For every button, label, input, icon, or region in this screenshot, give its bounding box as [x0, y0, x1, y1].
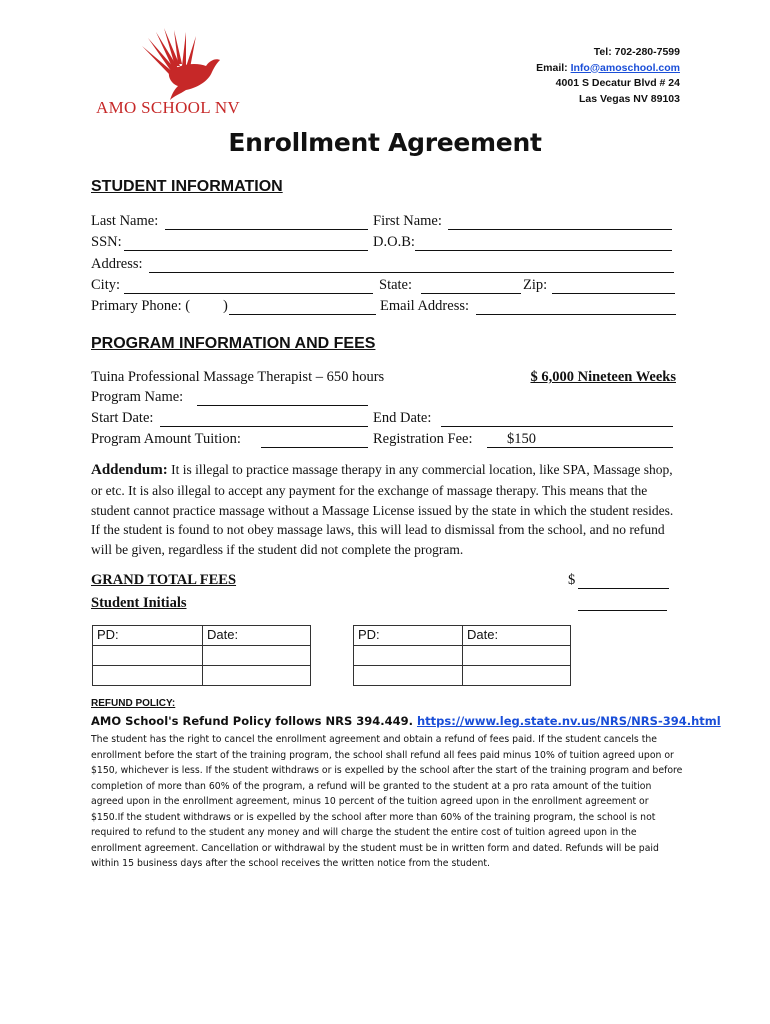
dob-label: D.O.B: — [373, 234, 415, 250]
contact-email-link[interactable]: Info@amoschool.com — [570, 61, 680, 74]
start-date-field[interactable] — [160, 426, 368, 427]
ssn-row — [91, 234, 676, 254]
course-row — [91, 369, 676, 389]
ssn-label: SSN: — [91, 234, 122, 250]
tuition-label: Program Amount Tuition: — [91, 431, 241, 447]
zip-field[interactable] — [552, 293, 675, 294]
email-address-label: Email Address: — [380, 298, 470, 314]
contact-email-row — [536, 61, 680, 77]
phone-field[interactable] — [229, 314, 376, 315]
registration-fee-label: Registration Fee: — [373, 431, 473, 447]
nrs-link[interactable]: https://www.leg.state.nv.us/NRS/NRS-394.html — [417, 714, 721, 728]
refund-policy-subtext: AMO School's Refund Policy follows NRS 394.449. — [91, 714, 417, 728]
state-label: State: — [379, 277, 413, 293]
signature-table-right — [353, 625, 571, 686]
name-row — [91, 213, 676, 233]
contact-address-1: 4001 S Decatur Blvd # 24 — [555, 77, 680, 89]
course-name: Tuina Professional Massage Therapist – 650 hours — [91, 369, 385, 385]
signature-table-left — [92, 625, 311, 686]
date-header: Date: — [463, 626, 571, 646]
dates-row — [91, 410, 676, 430]
program-name-field[interactable] — [197, 405, 368, 406]
pd-cell[interactable] — [354, 646, 463, 666]
school-logo — [94, 24, 264, 124]
address-field[interactable] — [149, 272, 674, 273]
refund-policy-subheading — [91, 714, 721, 728]
date-cell[interactable] — [463, 666, 571, 686]
contact-email-label: Email: — [536, 61, 568, 74]
refund-policy-heading: REFUND POLICY: — [91, 698, 176, 709]
grand-total-label: GRAND TOTAL FEES — [91, 572, 237, 588]
pd-cell[interactable] — [354, 666, 463, 686]
program-name-row — [91, 389, 676, 409]
contact-tel: Tel: 702-280-7599 — [593, 46, 680, 58]
start-date-label: Start Date: — [91, 410, 154, 426]
phone-label: Primary Phone: ( — [91, 298, 191, 314]
email-address-field[interactable] — [476, 314, 676, 315]
state-field[interactable] — [421, 293, 521, 294]
program-info-heading: PROGRAM INFORMATION AND FEES — [91, 335, 376, 352]
fees-row — [91, 431, 676, 451]
date-header: Date: — [203, 626, 311, 646]
city-label: City: — [91, 277, 121, 293]
last-name-label: Last Name: — [91, 213, 159, 229]
phone-paren-close: ) — [223, 298, 228, 314]
end-date-field[interactable] — [441, 426, 673, 427]
addendum-text: It is illegal to practice massage therapy in any commercial location, like SPA, Massage shop, or etc. It is also illegal to accept any payment for the exchange of massage therapy. This means that the student cannot practice massage without a Massage License issued by the state in which the student resides. If the student is found to not obey massage laws, this will lead to dismissal from the school, and no refund will be given, regardless if the student did not complete the program. — [91, 462, 674, 558]
last-name-field[interactable] — [165, 229, 368, 230]
pd-cell[interactable] — [93, 646, 203, 666]
address-label: Address: — [91, 256, 143, 272]
addendum — [91, 460, 681, 560]
first-name-label: First Name: — [373, 213, 442, 229]
city-row — [91, 277, 676, 297]
bird-logo-icon — [134, 24, 224, 100]
dob-field[interactable] — [415, 250, 672, 251]
course-price: $ 6,000 Nineteen Weeks — [530, 369, 676, 385]
contact-address-2: Las Vegas NV 89103 — [579, 92, 680, 105]
page-title: Enrollment Agreement — [228, 128, 542, 157]
contact-info — [536, 45, 680, 107]
student-initials-label: Student Initials — [91, 595, 187, 611]
registration-fee-value: $150 — [507, 431, 536, 447]
zip-label: Zip: — [523, 277, 548, 293]
refund-policy-body: The student has the right to cancel the enrollment agreement and obtain a refund of fees paid. If the student cancels the enrollment before the start of the training program, the school shall refund all fees paid minus 10% of tuition agreed upon or $150, whichever is less. If the student withdraws or is expelled by the school after the start of the training program and before completion of more than 60% of the program, a refund will be granted to the student at a pro rata amount of the tuition agreed upon in the enrollment agreement, minus 10 percent of the tuition agreed upon in the enrollment agreement or $150.If the student withdraws or is expelled by the school after more than 60% of the training program, the school is not required to refund to the student any money and will charge the student the entire cost of tuition agreed upon in the enrollment agreement. Cancellation or withdrawal by the student must be in written form and dated. Refunds will be paid within 15 business days after the school receives the written notice from the student. — [91, 734, 683, 869]
pd-header: PD: — [354, 626, 463, 646]
phone-row — [91, 298, 676, 318]
date-cell[interactable] — [463, 646, 571, 666]
ssn-field[interactable] — [124, 250, 368, 251]
end-date-label: End Date: — [373, 410, 432, 426]
logo-text: AMO SCHOOL NV — [96, 98, 241, 117]
first-name-field[interactable] — [448, 229, 672, 230]
date-cell[interactable] — [203, 666, 311, 686]
pd-cell[interactable] — [93, 666, 203, 686]
tuition-field[interactable] — [261, 447, 368, 448]
pd-header: PD: — [93, 626, 203, 646]
date-cell[interactable] — [203, 646, 311, 666]
grand-total-field[interactable] — [578, 588, 669, 589]
program-name-label: Program Name: — [91, 389, 184, 405]
student-initials-field[interactable] — [578, 610, 667, 611]
city-field[interactable] — [124, 293, 373, 294]
address-row — [91, 256, 676, 276]
addendum-label: Addendum: — [91, 462, 168, 478]
student-info-heading: STUDENT INFORMATION — [91, 178, 283, 195]
grand-total-dollar: $ — [568, 572, 576, 588]
